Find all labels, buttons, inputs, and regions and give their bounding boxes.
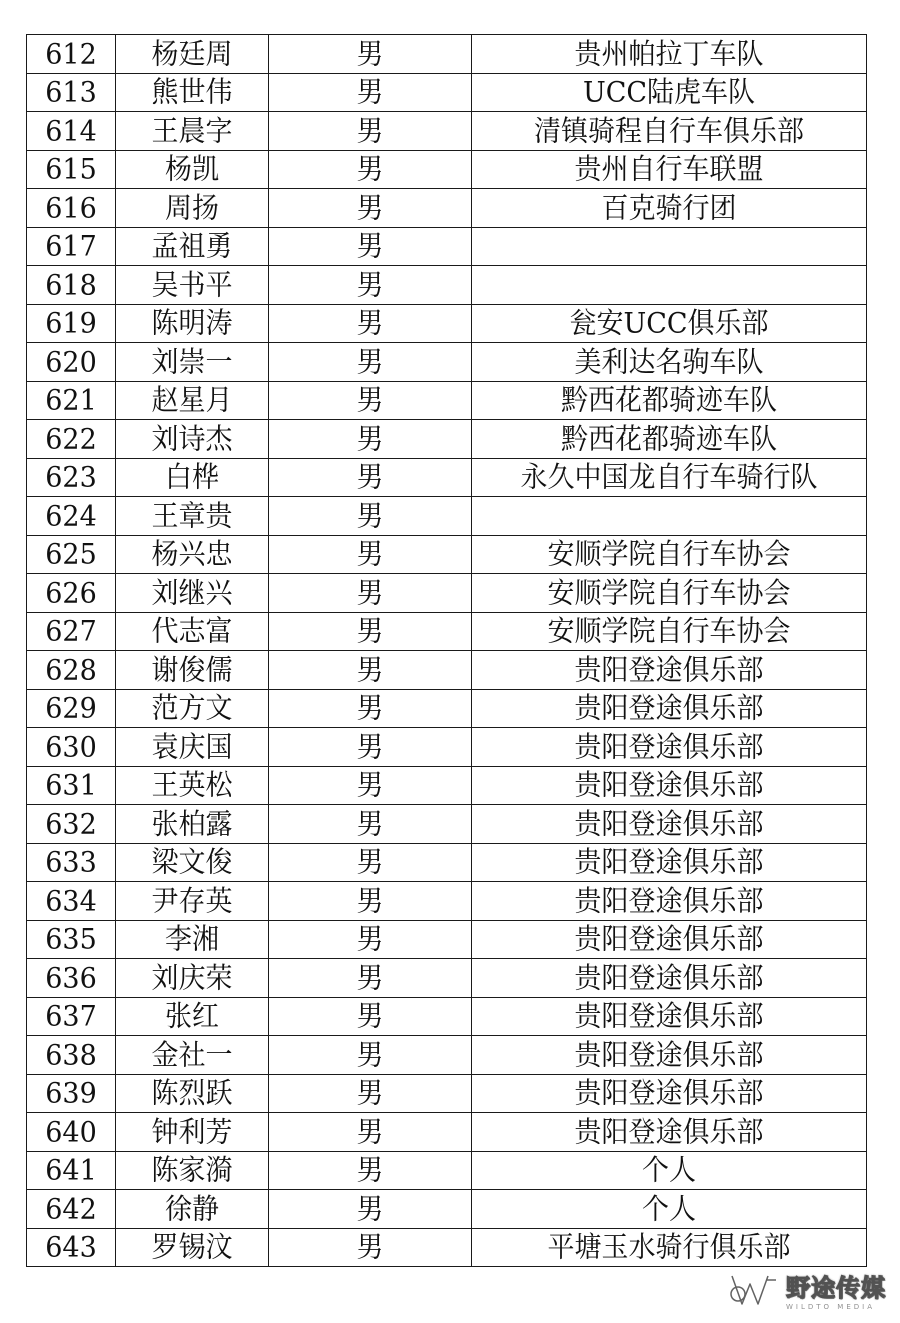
team-cell: 贵阳登途俱乐部 — [472, 919, 867, 959]
team-cell: 贵阳登途俱乐部 — [472, 1073, 867, 1113]
team-cell: 永久中国龙自行车骑行队 — [472, 457, 867, 497]
gender-cell: 男 — [269, 72, 472, 112]
gender-cell: 男 — [269, 188, 472, 228]
roster-table-body — [27, 35, 867, 1267]
team-cell — [472, 496, 867, 536]
table-row — [27, 1113, 867, 1152]
table-row — [27, 1074, 867, 1113]
name-cell: 王英松 — [116, 765, 269, 805]
team-cell: 瓮安UCC俱乐部 — [472, 303, 867, 343]
team-cell: 贵阳登途俱乐部 — [472, 650, 867, 690]
gender-cell: 男 — [269, 1189, 472, 1229]
row-number-cell: 615 — [27, 149, 116, 189]
table-row — [27, 1228, 867, 1267]
gender-cell: 男 — [269, 611, 472, 651]
row-number-cell: 616 — [27, 188, 116, 228]
name-cell: 钟利芳 — [116, 1112, 269, 1152]
name-cell: 赵星月 — [116, 380, 269, 420]
table-row — [27, 1151, 867, 1190]
table-row — [27, 381, 867, 420]
row-number-cell: 624 — [27, 496, 116, 536]
row-number-cell: 620 — [27, 342, 116, 382]
row-number-cell: 637 — [27, 996, 116, 1036]
team-cell: 黔西花都骑迹车队 — [472, 380, 867, 420]
gender-cell: 男 — [269, 996, 472, 1036]
team-cell: 贵阳登途俱乐部 — [472, 881, 867, 921]
name-cell: 刘庆荣 — [116, 958, 269, 998]
team-cell: 贵阳登途俱乐部 — [472, 996, 867, 1036]
table-row — [27, 189, 867, 228]
team-cell: 贵阳登途俱乐部 — [472, 958, 867, 998]
table-row — [27, 1036, 867, 1075]
table-row — [27, 420, 867, 459]
gender-cell: 男 — [269, 1150, 472, 1190]
name-cell: 杨凯 — [116, 149, 269, 189]
table-row — [27, 458, 867, 497]
name-cell: 尹存英 — [116, 881, 269, 921]
row-number-cell: 631 — [27, 765, 116, 805]
gender-cell: 男 — [269, 1227, 472, 1267]
gender-cell: 男 — [269, 111, 472, 151]
name-cell: 刘诗杰 — [116, 419, 269, 459]
gender-cell: 男 — [269, 958, 472, 998]
row-number-cell: 623 — [27, 457, 116, 497]
row-number-cell: 640 — [27, 1112, 116, 1152]
row-number-cell: 642 — [27, 1189, 116, 1229]
table-row — [27, 535, 867, 574]
table-row — [27, 843, 867, 882]
team-cell: UCC陆虎车队 — [472, 72, 867, 112]
table-row — [27, 612, 867, 651]
team-cell: 美利达名驹车队 — [472, 342, 867, 382]
name-cell: 李湘 — [116, 919, 269, 959]
name-cell: 陈家漪 — [116, 1150, 269, 1190]
row-number-cell: 628 — [27, 650, 116, 690]
team-cell: 贵阳登途俱乐部 — [472, 1112, 867, 1152]
row-number-cell: 629 — [27, 688, 116, 728]
gender-cell: 男 — [269, 534, 472, 574]
table-row — [27, 150, 867, 189]
row-number-cell: 619 — [27, 303, 116, 343]
team-cell: 百克骑行团 — [472, 188, 867, 228]
team-cell: 安顺学院自行车协会 — [472, 573, 867, 613]
gender-cell: 男 — [269, 34, 472, 74]
name-cell: 白桦 — [116, 457, 269, 497]
row-number-cell: 635 — [27, 919, 116, 959]
name-cell: 周扬 — [116, 188, 269, 228]
name-cell: 吴书平 — [116, 265, 269, 305]
roster-table — [26, 34, 867, 1267]
table-row — [27, 574, 867, 613]
name-cell: 张红 — [116, 996, 269, 1036]
name-cell: 王晨字 — [116, 111, 269, 151]
gender-cell: 男 — [269, 727, 472, 767]
gender-cell: 男 — [269, 342, 472, 382]
gender-cell: 男 — [269, 881, 472, 921]
gender-cell: 男 — [269, 303, 472, 343]
team-cell: 平塘玉水骑行俱乐部 — [472, 1227, 867, 1267]
name-cell: 金社一 — [116, 1035, 269, 1075]
roster-sheet — [26, 34, 862, 1267]
name-cell: 谢俊儒 — [116, 650, 269, 690]
name-cell: 王章贵 — [116, 496, 269, 536]
table-row — [27, 497, 867, 536]
name-cell: 袁庆国 — [116, 727, 269, 767]
row-number-cell: 634 — [27, 881, 116, 921]
row-number-cell: 636 — [27, 958, 116, 998]
team-cell — [472, 265, 867, 305]
name-cell: 范方文 — [116, 688, 269, 728]
name-cell: 代志富 — [116, 611, 269, 651]
name-cell: 陈明涛 — [116, 303, 269, 343]
watermark-subtitle: WILDTO MEDIA — [786, 1303, 875, 1311]
table-row — [27, 304, 867, 343]
name-cell: 梁文俊 — [116, 842, 269, 882]
table-row — [27, 959, 867, 998]
table-row — [27, 689, 867, 728]
table-row — [27, 343, 867, 382]
row-number-cell: 627 — [27, 611, 116, 651]
team-cell: 贵阳登途俱乐部 — [472, 688, 867, 728]
team-cell: 贵州帕拉丁车队 — [472, 34, 867, 74]
table-row — [27, 651, 867, 690]
name-cell: 张柏露 — [116, 804, 269, 844]
table-row — [27, 766, 867, 805]
team-cell: 个人 — [472, 1150, 867, 1190]
name-cell: 罗锡汶 — [116, 1227, 269, 1267]
team-cell: 贵州自行车联盟 — [472, 149, 867, 189]
name-cell: 孟祖勇 — [116, 226, 269, 266]
gender-cell: 男 — [269, 688, 472, 728]
table-row — [27, 997, 867, 1036]
table-row — [27, 1190, 867, 1229]
gender-cell: 男 — [269, 1035, 472, 1075]
gender-cell: 男 — [269, 380, 472, 420]
team-cell — [472, 226, 867, 266]
table-row — [27, 73, 867, 112]
row-number-cell: 630 — [27, 727, 116, 767]
row-number-cell: 626 — [27, 573, 116, 613]
gender-cell: 男 — [269, 496, 472, 536]
gender-cell: 男 — [269, 419, 472, 459]
name-cell: 熊世伟 — [116, 72, 269, 112]
gender-cell: 男 — [269, 919, 472, 959]
gender-cell: 男 — [269, 457, 472, 497]
table-row — [27, 882, 867, 921]
team-cell: 贵阳登途俱乐部 — [472, 804, 867, 844]
row-number-cell: 622 — [27, 419, 116, 459]
row-number-cell: 643 — [27, 1227, 116, 1267]
row-number-cell: 625 — [27, 534, 116, 574]
row-number-cell: 612 — [27, 34, 116, 74]
team-cell: 安顺学院自行车协会 — [472, 611, 867, 651]
team-cell: 贵阳登途俱乐部 — [472, 842, 867, 882]
row-number-cell: 632 — [27, 804, 116, 844]
table-row — [27, 728, 867, 767]
name-cell: 刘崇一 — [116, 342, 269, 382]
watermark-brand: 野途传媒 — [786, 1274, 886, 1302]
row-number-cell: 621 — [27, 380, 116, 420]
team-cell: 贵阳登途俱乐部 — [472, 727, 867, 767]
gender-cell: 男 — [269, 1112, 472, 1152]
gender-cell: 男 — [269, 149, 472, 189]
gender-cell: 男 — [269, 650, 472, 690]
table-row — [27, 227, 867, 266]
gender-cell: 男 — [269, 226, 472, 266]
row-number-cell: 613 — [27, 72, 116, 112]
name-cell: 刘继兴 — [116, 573, 269, 613]
row-number-cell: 633 — [27, 842, 116, 882]
team-cell: 黔西花都骑迹车队 — [472, 419, 867, 459]
name-cell: 徐静 — [116, 1189, 269, 1229]
watermark — [728, 1268, 886, 1311]
wildto-logo-icon — [728, 1270, 780, 1310]
row-number-cell: 641 — [27, 1150, 116, 1190]
table-row — [27, 920, 867, 959]
row-number-cell: 617 — [27, 226, 116, 266]
row-number-cell: 614 — [27, 111, 116, 151]
team-cell: 贵阳登途俱乐部 — [472, 1035, 867, 1075]
team-cell: 贵阳登途俱乐部 — [472, 765, 867, 805]
gender-cell: 男 — [269, 765, 472, 805]
table-row — [27, 35, 867, 74]
name-cell: 杨兴忠 — [116, 534, 269, 574]
gender-cell: 男 — [269, 804, 472, 844]
row-number-cell: 638 — [27, 1035, 116, 1075]
name-cell: 杨廷周 — [116, 34, 269, 74]
watermark-text — [786, 1268, 886, 1311]
gender-cell: 男 — [269, 842, 472, 882]
gender-cell: 男 — [269, 573, 472, 613]
table-row — [27, 266, 867, 305]
gender-cell: 男 — [269, 1073, 472, 1113]
team-cell: 安顺学院自行车协会 — [472, 534, 867, 574]
name-cell: 陈烈跃 — [116, 1073, 269, 1113]
team-cell: 个人 — [472, 1189, 867, 1229]
row-number-cell: 618 — [27, 265, 116, 305]
gender-cell: 男 — [269, 265, 472, 305]
table-row — [27, 112, 867, 151]
team-cell: 清镇骑程自行车俱乐部 — [472, 111, 867, 151]
row-number-cell: 639 — [27, 1073, 116, 1113]
table-row — [27, 805, 867, 844]
